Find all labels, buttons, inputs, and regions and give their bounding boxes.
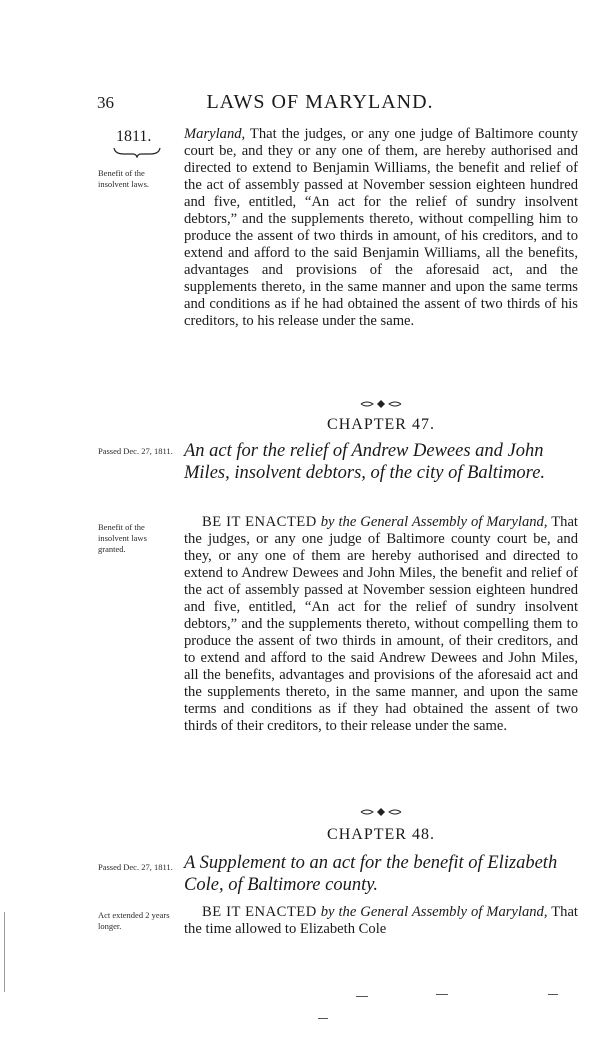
assembly-48: by the General Assembly of Maryland, (316, 904, 548, 920)
running-head: LAWS OF MARYLAND. (206, 91, 434, 113)
scan-mark (436, 994, 448, 995)
chapter-47-body (184, 514, 578, 735)
margin-note-act-48: Act extended 2 years longer. (98, 910, 170, 931)
scan-mark (4, 912, 5, 992)
scan-mark (548, 994, 558, 995)
section-ornament (184, 396, 578, 406)
enacted-48: BE IT ENACTED (202, 904, 317, 920)
assembly-47: by the General Assembly of Maryland, (316, 514, 548, 530)
chapter-48-body (184, 904, 578, 938)
page-number: 36 (97, 93, 114, 112)
chapter-47-text: That the judges, or any one judge of Baltimore county court be, and they, or any one of them are hereby authorised and directed to extend to Andrew Dewees and John Miles, the benefit and relief of the act of assembly passed at November session eighteen hundred and five, entitled, “An act for the relief of sundry insolvent debtors,” and the supplements thereto, without compelling them to produce the assent of two thirds in amount, of their creditors, and to extend and afford to the said Andrew Dewees and John Miles, all the benefits, advantages and provisions of the aforesaid act and the supplements thereto, in the same manner, and upon the same terms and conditions as if they had obtained the assent of two thirds of their creditors, to their release under the same. (184, 514, 578, 734)
continuation-text: That the judges, or any one judge of Baltimore county court be, and they or any one of them, are hereby authorised and directed to extend to Benjamin Williams, the benefit and relief of the act of assembly passed at November session eighteen hundred and five, entitled, “An act for the relief of sundry insolvent debtors,” and the supplements thereto, without compelling him to produce the assent of two thirds in amount, of his creditors, and to extend and afford to the said Benjamin Williams, all the benefits, advantages and provisions of the aforesaid act, and the supplements thereto, in the same manner and upon the same terms and conditions as if he had obtained the assent of two thirds of his creditors, to his release under the same. (184, 126, 578, 329)
margin-note-passed-47: Passed Dec. 27, 1811. (98, 446, 173, 456)
section-ornament-2 (184, 804, 578, 814)
continuation-paragraph (184, 126, 578, 330)
margin-note-benefit: Benefit of the insolvent laws. (98, 168, 149, 189)
chapter-47-title: An act for the relief of Andrew Dewees and John Miles, insolvent debtors, of the city of Baltimore. (184, 441, 546, 483)
chapter-47-heading: CHAPTER 47. (327, 416, 435, 433)
brace-ornament (112, 146, 162, 158)
chapter-48-text: That the time allowed to Elizabeth Cole (184, 904, 578, 937)
chapter-48-title: A Supplement to an act for the benefit of Elizabeth Cole, of Baltimore county. (184, 853, 558, 895)
scan-mark (318, 1018, 328, 1019)
chapter-48-heading: CHAPTER 48. (327, 826, 435, 843)
enacted-47: BE IT ENACTED (202, 514, 317, 530)
margin-year: 1811. (116, 128, 152, 145)
continuation-lead: Maryland, (184, 126, 246, 142)
margin-note-benefit-47: Benefit of the insolvent laws granted. (98, 522, 147, 554)
scan-mark (356, 996, 368, 997)
margin-note-passed-48: Passed Dec. 27, 1811. (98, 862, 173, 872)
